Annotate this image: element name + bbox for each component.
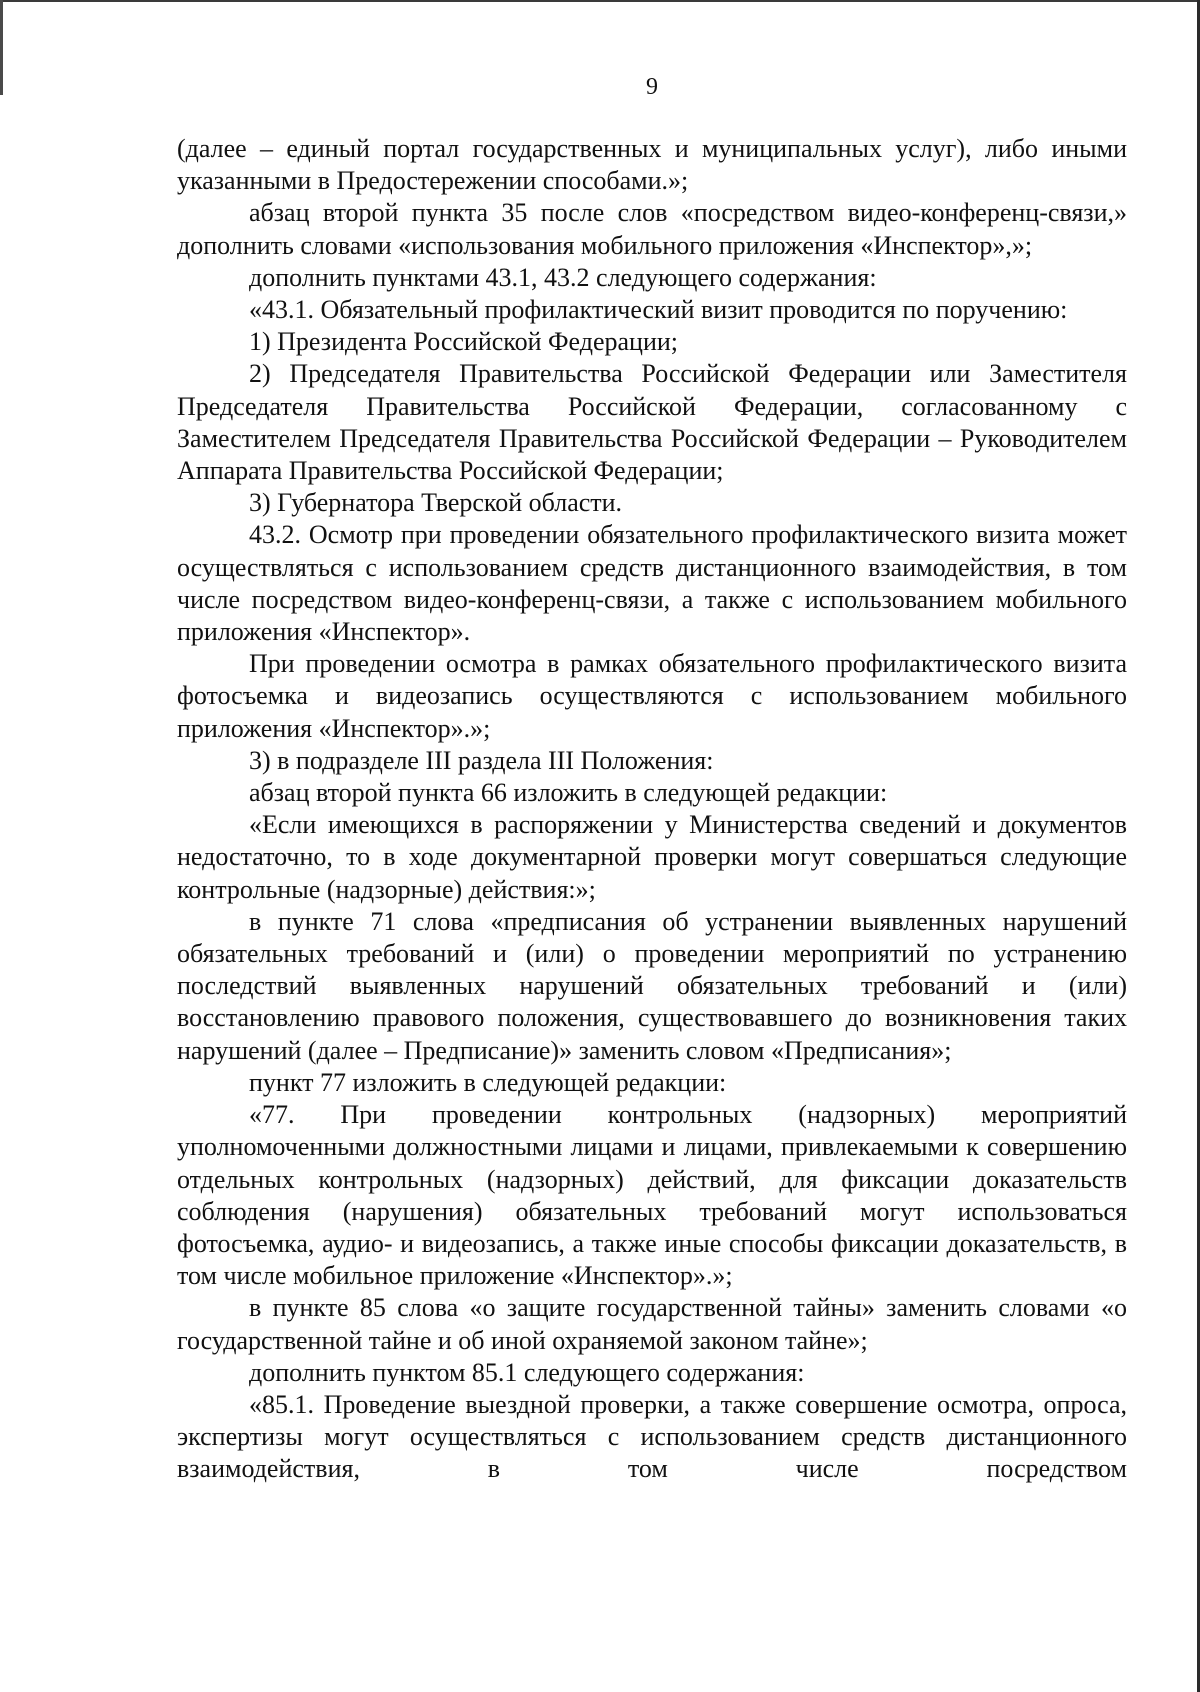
paragraph: «Если имеющихся в распоряжении у Министерства сведений и документов недостаточно, то в ходе документарной проверки могут совершаться следующие контрольные (надзорные) действия:»; <box>177 810 1127 904</box>
paragraph: При проведении осмотра в рамках обязательного профилактического визита фотосъемка и видеозапись осуществляются с использованием мобильного приложения «Инспектор».»; <box>177 649 1127 743</box>
paragraph: «85.1. Проведение выездной проверки, а также совершение осмотра, опроса, экспертизы могут осуществляться с использованием средств дистанционного взаимодействия, в том числе посредством <box>177 1389 1127 1484</box>
paragraph: 3) Губернатора Тверской области. <box>249 488 623 518</box>
paragraph: дополнить пунктами 43.1, 43.2 следующего содержания: <box>249 262 877 292</box>
paragraph: 2) Председателя Правительства Российской Федерации или Заместителя Председателя Правительства Российской Федерации, согласованному с Заместителем Председателя Правительства Российской Федерации – Руководителем Аппарата Правительства Российской Федерации; <box>177 359 1127 486</box>
scan-top-edge <box>0 0 1200 2</box>
paragraph: абзац второй пункта 66 изложить в следующей редакции: <box>249 778 888 808</box>
paragraph: «43.1. Обязательный профилактический визит проводится по поручению: <box>249 295 1068 325</box>
document-body <box>177 133 1127 1486</box>
paragraph: пункт 77 изложить в следующей редакции: <box>249 1067 727 1097</box>
paragraph: 1) Президента Российской Федерации; <box>249 327 679 357</box>
paragraph: в пункте 85 слова «о защите государственной тайны» заменить словами «о государственной тайне и об иной охраняемой законом тайне»; <box>177 1293 1127 1355</box>
paragraph: «77. При проведении контрольных (надзорных) мероприятий уполномоченными должностными лицами и лицами, привлекаемыми к совершению отдельных контрольных (надзорных) действий, для фиксации доказательств соблюдения (нарушения) обязательных требований могут использоваться фотосъемка, аудио- и видеозапись, а также иные способы фиксации доказательств, в том числе мобильное приложение «Инспектор».»; <box>177 1100 1127 1291</box>
paragraph: дополнить пунктом 85.1 следующего содержания: <box>249 1357 805 1387</box>
paragraph: 43.2. Осмотр при проведении обязательного профилактического визита может осуществляться с использованием средств дистанционного взаимодействия, в том числе посредством видео-конференц-связи, а также с использованием мобильного приложения «Инспектор». <box>177 520 1127 647</box>
paragraph: абзац второй пункта 35 после слов «посредством видео-конференц-связи,» дополнить словами «использования мобильного приложения «Инспектор»,»; <box>177 198 1127 260</box>
paragraph: 3) в подразделе III раздела III Положения: <box>249 745 714 775</box>
page-number: 9 <box>646 74 658 100</box>
paragraph: в пункте 71 слова «предписания об устранении выявленных нарушений обязательных требований и (или) о проведении мероприятий по устранению последствий выявленных нарушений обязательных требований и (или) восстановлению правового положения, существовавшего до возникновения таких нарушений (далее – Предписание)» заменить словом «Предписания»; <box>177 906 1127 1065</box>
paragraph: (далее – единый портал государственных и муниципальных услуг), либо иными указанными в Предостережении способами.»; <box>177 134 1127 196</box>
